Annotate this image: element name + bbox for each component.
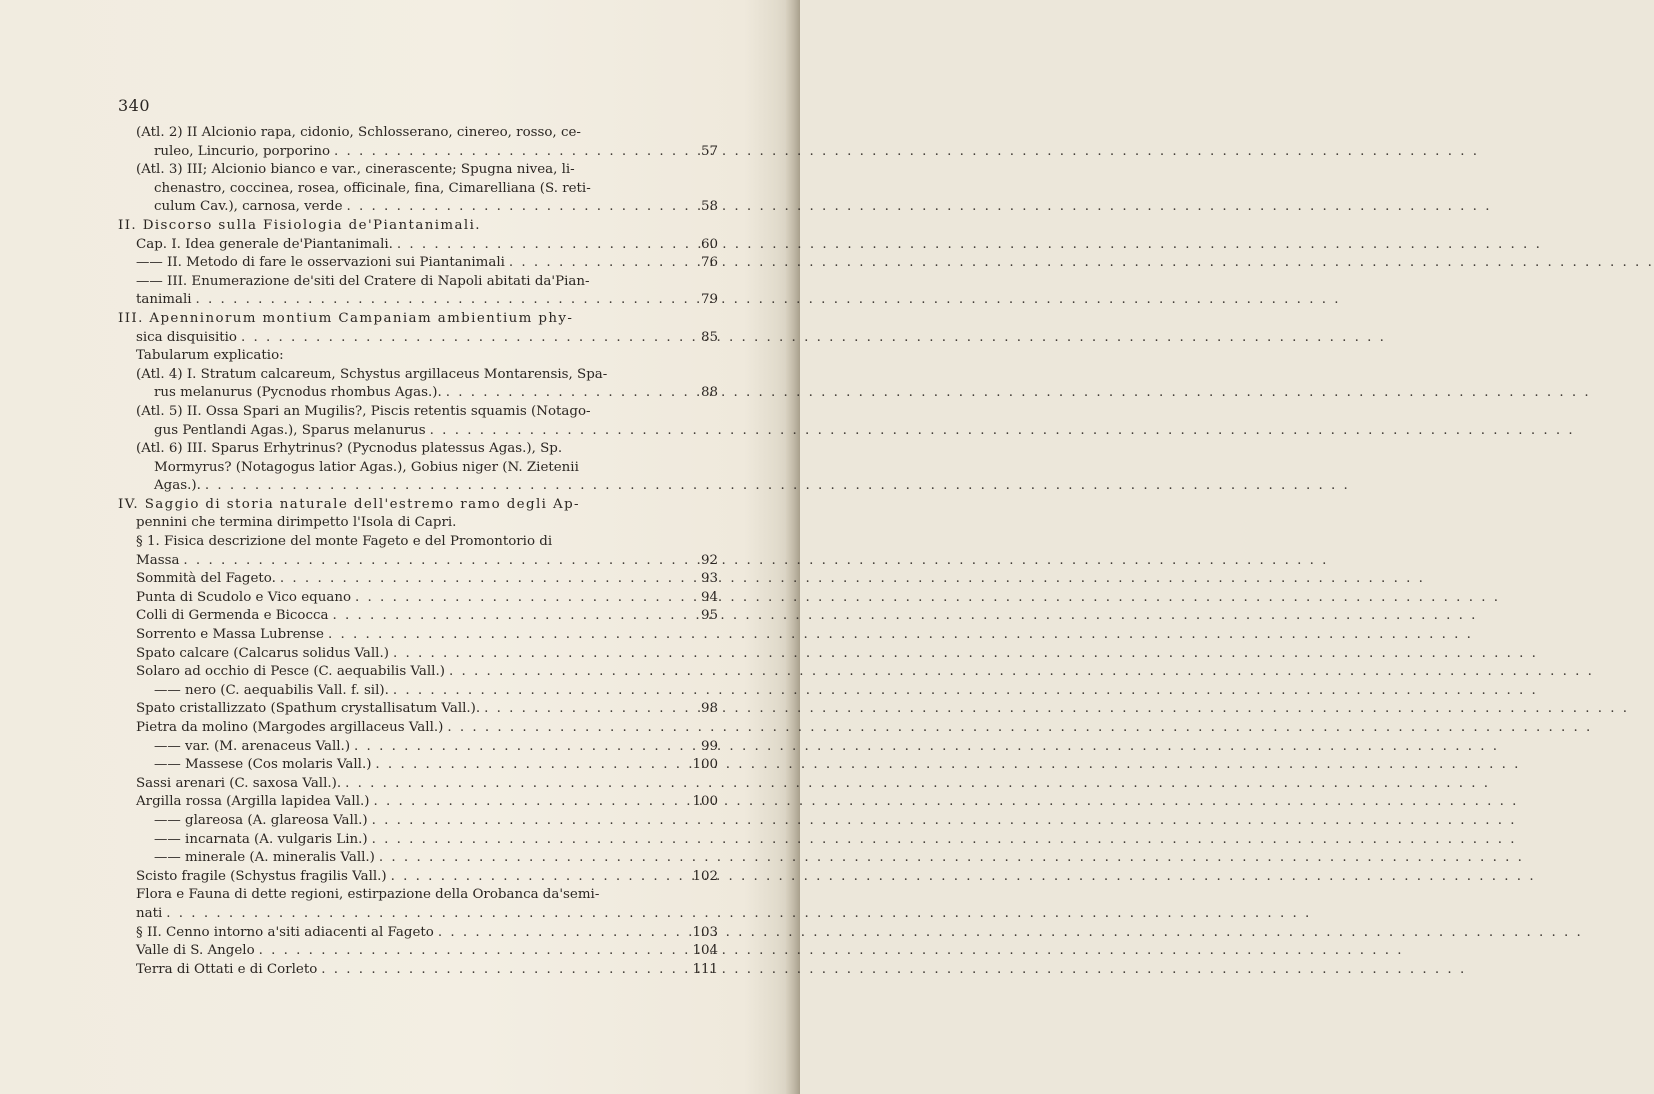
toc-entry-text: Valle di S. Angelo bbox=[136, 943, 255, 959]
toc-entry bbox=[118, 161, 718, 180]
toc-page-number: 102 bbox=[692, 868, 718, 884]
toc-entry bbox=[118, 124, 718, 143]
toc-entry bbox=[118, 552, 718, 571]
toc-page-number: 79 bbox=[700, 292, 718, 308]
toc-entry-text: Argilla rossa (Argilla lapidea Vall.) bbox=[136, 794, 370, 810]
toc-entry-text: Agas.). bbox=[154, 478, 201, 494]
toc-page-number: 100 bbox=[692, 757, 718, 773]
toc-entry bbox=[118, 496, 718, 515]
toc-page-number: 92 bbox=[700, 552, 718, 568]
toc-entry bbox=[118, 700, 718, 719]
toc-entry bbox=[118, 514, 718, 533]
toc-entry bbox=[118, 961, 718, 980]
toc-entry bbox=[118, 329, 718, 348]
toc-entry-text: Solaro ad occhio di Pesce (C. aequabilis Vall.) bbox=[136, 664, 445, 680]
toc-entry-text: pennini che termina dirimpetto l'Isola di Capri. bbox=[136, 515, 457, 531]
toc-page-number: 100 bbox=[692, 794, 718, 810]
toc-entry-text: Mormyrus? (Notagogus latior Agas.), Gobius niger (N. Zietenii bbox=[154, 459, 579, 475]
toc-entry bbox=[118, 403, 718, 422]
toc-page-number: 111 bbox=[692, 961, 718, 977]
toc-entry-text: (Atl. 3) III; Alcionio bianco e var., cinerascente; Spugna nivea, li- bbox=[136, 162, 575, 178]
toc-entry bbox=[118, 607, 718, 626]
toc-entry bbox=[118, 384, 718, 403]
dot-leader bbox=[345, 775, 684, 794]
toc-entry-text: chenastro, coccinea, rosea, officinale, fina, Cimarelliana (S. reti- bbox=[154, 180, 591, 196]
toc-entry-text: —— Massese (Cos molaris Vall.) bbox=[154, 757, 372, 773]
toc-entry-text: ruleo, Lincurio, porporino bbox=[154, 143, 331, 159]
toc-page-number: 58 bbox=[700, 199, 718, 215]
toc-entry bbox=[118, 849, 718, 868]
dot-leader bbox=[509, 254, 684, 273]
dot-leader bbox=[334, 143, 684, 162]
toc-entry bbox=[118, 812, 718, 831]
toc-entry-text: —— incarnata (A. vulgaris Lin.) bbox=[154, 831, 368, 847]
page-number: 340 bbox=[118, 96, 151, 115]
dot-leader bbox=[393, 645, 684, 664]
dot-leader bbox=[397, 236, 684, 255]
toc-entry-text: —— minerale (A. mineralis Vall.) bbox=[154, 850, 375, 866]
toc-entry bbox=[118, 440, 718, 459]
toc-entry bbox=[118, 291, 718, 310]
toc-entry-text: —— II. Metodo di fare le osservazioni sui Piantanimali bbox=[136, 255, 505, 271]
toc-entry bbox=[118, 775, 718, 794]
toc-entry bbox=[118, 738, 718, 757]
toc-entry bbox=[118, 143, 718, 162]
toc-entry bbox=[118, 831, 718, 850]
toc-entry-text: § II. Cenno intorno a'siti adiacenti al Fageto bbox=[136, 924, 434, 940]
dot-leader bbox=[372, 831, 684, 850]
toc-entry-text: Scisto fragile (Schystus fragilis Vall.) bbox=[136, 868, 387, 884]
table-of-contents bbox=[118, 124, 718, 979]
toc-entry-text: (Atl. 2) II Alcionio rapa, cidonio, Schlosserano, cinereo, rosso, ce- bbox=[136, 125, 581, 140]
dot-leader bbox=[347, 198, 684, 217]
toc-page-number: 88 bbox=[700, 385, 718, 401]
toc-entry bbox=[118, 366, 718, 385]
toc-page-number: 85 bbox=[700, 329, 718, 345]
dot-leader bbox=[438, 924, 684, 943]
toc-entry-text: Spato calcare (Calcarus solidus Vall.) bbox=[136, 645, 389, 661]
toc-entry-text: III. Apenninorum montium Campaniam ambientium phy- bbox=[118, 310, 574, 326]
toc-page-number: 103 bbox=[692, 924, 718, 940]
toc-entry-text: nati bbox=[136, 905, 163, 921]
toc-entry bbox=[118, 198, 718, 217]
toc-entry-text: Massa bbox=[136, 552, 180, 568]
dot-leader bbox=[280, 570, 684, 589]
dot-leader bbox=[430, 422, 684, 441]
dot-leader bbox=[375, 756, 684, 775]
toc-entry-text: (Atl. 4) I. Stratum calcareum, Schystus argillaceus Montarensis, Spa- bbox=[136, 366, 608, 382]
toc-entry-text: Sorrento e Massa Lubrense bbox=[136, 627, 324, 643]
toc-entry bbox=[118, 886, 718, 905]
toc-entry bbox=[118, 663, 718, 682]
toc-entry-text: Sommità del Fageto. bbox=[136, 571, 276, 587]
toc-entry bbox=[118, 236, 718, 255]
dot-leader bbox=[391, 868, 684, 887]
dot-leader bbox=[259, 942, 684, 961]
toc-entry-text: (Atl. 6) III. Sparus Erhytrinus? (Pycnodus platessus Agas.), Sp. bbox=[136, 441, 563, 457]
dot-leader bbox=[449, 663, 684, 682]
toc-entry bbox=[118, 924, 718, 943]
toc-entry bbox=[118, 589, 718, 608]
toc-page-number: 94 bbox=[700, 589, 718, 605]
dot-leader bbox=[373, 793, 684, 812]
toc-page-number: 76 bbox=[700, 255, 718, 271]
toc-entry-text: Colli di Germenda e Bicocca bbox=[136, 608, 329, 624]
dot-leader bbox=[321, 961, 684, 980]
toc-page-number: 104 bbox=[692, 943, 718, 959]
toc-entry-text: Cap. I. Idea generale de'Piantanimali. bbox=[136, 236, 393, 252]
toc-entry bbox=[118, 942, 718, 961]
toc-entry bbox=[118, 719, 718, 738]
toc-entry bbox=[118, 217, 718, 236]
toc-entry-text: —— III. Enumerazione de'siti del Cratere di Napoli abitati da'Pian- bbox=[136, 273, 590, 289]
toc-entry bbox=[118, 793, 718, 812]
toc-entry-text: § 1. Fisica descrizione del monte Fageto e del Promontorio di bbox=[136, 534, 553, 550]
dot-leader bbox=[328, 626, 684, 645]
toc-entry bbox=[118, 273, 718, 292]
dot-leader bbox=[393, 682, 684, 701]
toc-page-number: 99 bbox=[700, 738, 718, 754]
dot-leader bbox=[354, 738, 684, 757]
dot-leader bbox=[379, 849, 684, 868]
toc-entry bbox=[118, 868, 718, 887]
toc-entry-text: Terra di Ottati e di Corleto bbox=[136, 961, 318, 977]
dot-leader bbox=[484, 700, 684, 719]
toc-entry-text: (Atl. 5) II. Ossa Spari an Mugilis?, Piscis retentis squamis (Notago- bbox=[136, 403, 591, 419]
toc-entry-text: gus Pentlandi Agas.), Sparus melanurus bbox=[154, 422, 426, 438]
dot-leader bbox=[447, 719, 684, 738]
toc-entry bbox=[118, 422, 718, 441]
dot-leader bbox=[446, 384, 684, 403]
toc-entry-text: rus melanurus (Pycnodus rhombus Agas.). bbox=[154, 385, 442, 401]
toc-entry-text: Flora e Fauna di dette regioni, estirpazione della Orobanca da'semi- bbox=[136, 887, 600, 903]
toc-entry-text: IV. Saggio di storia naturale dell'estremo ramo degli Ap- bbox=[118, 496, 580, 512]
book-page bbox=[0, 0, 800, 1094]
toc-page-number: 98 bbox=[700, 701, 718, 717]
dot-leader bbox=[355, 589, 684, 608]
toc-entry-text: Pietra da molino (Margodes argillaceus Vall.) bbox=[136, 720, 444, 735]
toc-entry-text: —— var. (M. arenaceus Vall.) bbox=[154, 738, 351, 754]
toc-entry-text: —— glareosa (A. glareosa Vall.) bbox=[154, 812, 368, 828]
toc-entry-text: culum Cav.), carnosa, verde bbox=[154, 199, 343, 215]
toc-entry bbox=[118, 533, 718, 552]
toc-entry bbox=[118, 905, 718, 924]
toc-entry bbox=[118, 347, 718, 366]
toc-entry-text: Sassi arenari (C. saxosa Vall.). bbox=[136, 775, 342, 791]
dot-leader bbox=[166, 905, 684, 924]
toc-entry bbox=[118, 180, 718, 199]
toc-page-number: 93 bbox=[700, 571, 718, 587]
dot-leader bbox=[205, 477, 684, 496]
dot-leader bbox=[241, 329, 684, 348]
toc-page-number: 95 bbox=[700, 608, 718, 624]
toc-entry bbox=[118, 756, 718, 775]
toc-entry-text: sica disquisitio bbox=[136, 329, 237, 345]
toc-entry-text: Tabularum explicatio: bbox=[136, 348, 284, 364]
toc-entry-text: tanimali bbox=[136, 292, 192, 308]
toc-entry bbox=[118, 254, 718, 273]
toc-entry-text: Spato cristallizzato (Spathum crystallisatum Vall.). bbox=[136, 701, 481, 717]
toc-entry bbox=[118, 682, 718, 701]
toc-entry-text: II. Discorso sulla Fisiologia de'Piantanimali. bbox=[118, 217, 481, 233]
toc-entry bbox=[118, 459, 718, 478]
dot-leader bbox=[332, 607, 684, 626]
toc-entry-text: —— nero (C. aequabilis Vall. f. sil). bbox=[154, 682, 389, 698]
toc-entry bbox=[118, 645, 718, 664]
toc-entry bbox=[118, 626, 718, 645]
toc-entry-text: Punta di Scudolo e Vico equano bbox=[136, 589, 352, 605]
toc-page-number: 60 bbox=[700, 236, 718, 252]
dot-leader bbox=[183, 552, 684, 571]
dot-leader bbox=[196, 291, 684, 310]
toc-entry bbox=[118, 310, 718, 329]
dot-leader bbox=[372, 812, 684, 831]
toc-page-number: 57 bbox=[700, 143, 718, 159]
toc-entry bbox=[118, 477, 718, 496]
toc-entry bbox=[118, 570, 718, 589]
